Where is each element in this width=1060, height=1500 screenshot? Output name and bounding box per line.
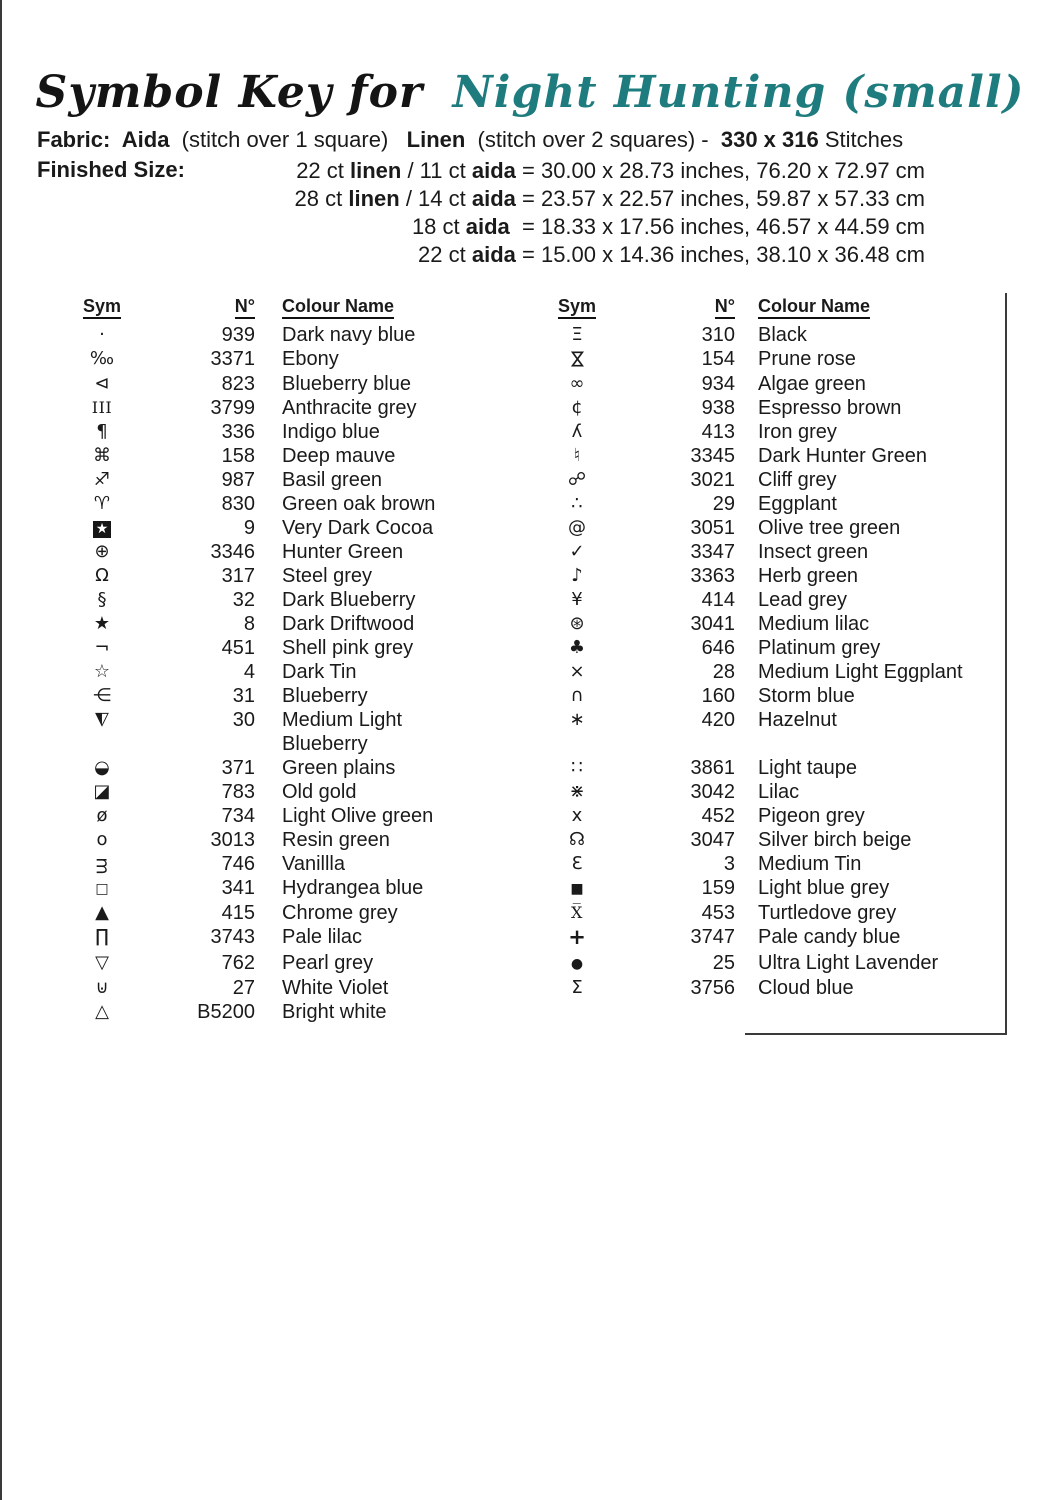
symbol-cell: [57, 612, 147, 636]
symbol-cell: [532, 347, 622, 372]
page-edge-line: [0, 0, 2, 1500]
symbol-cell: [532, 951, 622, 976]
thread-number-cell: 987: [221, 469, 255, 491]
thread-number-cell: 3041: [690, 613, 735, 635]
stitch-symbol: ⊍: [95, 977, 109, 998]
colour-name-cell: Bright white: [282, 1001, 387, 1023]
finished-size-line: [200, 213, 925, 241]
colour-name-cell: Light taupe: [758, 757, 857, 779]
colour-name-column-header: [255, 293, 532, 319]
thread-number-cell: 32: [232, 589, 255, 611]
thread-number-cell: 830: [221, 493, 255, 515]
fabric-line: [37, 127, 903, 153]
symbol-cell: [532, 612, 622, 636]
stitch-symbol: ▲: [95, 902, 109, 923]
thread-number-cell: 3345: [690, 445, 735, 467]
symbol-cell: [57, 1000, 147, 1024]
colour-name-cell: Ebony: [282, 348, 339, 370]
stitch-symbol: ¶: [96, 421, 108, 442]
stitch-symbol: ∗: [569, 709, 585, 730]
stitch-symbol: ■: [570, 881, 584, 897]
stitch-symbol: ⊕: [94, 541, 110, 562]
colour-name-cell: Light blue grey: [758, 877, 890, 899]
thread-number-cell: 3346: [210, 541, 255, 563]
finished-size-line: [200, 157, 925, 185]
thread-number-cell: 4: [243, 661, 255, 683]
thread-number-cell: [622, 1000, 735, 1024]
colour-name-cell: Storm blue: [758, 685, 855, 707]
stitch-symbol: ø: [96, 805, 108, 826]
stitch-symbol: @: [568, 517, 586, 538]
symbol-cell: [57, 323, 147, 347]
bold-text-segment: aida: [465, 214, 510, 239]
stitch-symbol: Σ: [571, 977, 583, 998]
thread-number-cell: 420: [701, 709, 735, 731]
stitch-symbol: ▽: [95, 952, 109, 973]
header-label: Sym: [558, 296, 596, 319]
symbol-cell: [532, 976, 622, 1000]
colour-name-column-header: [735, 293, 1007, 319]
colour-name-cell: Anthracite grey: [282, 397, 417, 419]
symbol-cell: [532, 876, 622, 901]
thread-number-cell: 452: [701, 805, 735, 827]
colour-name-cell: Algae green: [758, 373, 866, 395]
stitch-symbol: ☆: [93, 661, 111, 682]
stitch-symbol: ∏: [95, 926, 109, 947]
thread-number-cell: 3363: [690, 565, 735, 587]
thread-number-cell: 29: [712, 493, 735, 515]
stitch-symbol: □: [95, 881, 109, 897]
number-column-header: [147, 293, 255, 319]
colour-name-cell: Platinum grey: [758, 637, 881, 659]
text-segment: / 11 ct: [401, 158, 472, 183]
symbol-cell: [532, 925, 622, 951]
colour-name-cell: Ultra Light Lavender: [758, 952, 939, 974]
stitch-symbol: ♈: [93, 493, 111, 514]
colour-name-cell: Dark Blueberry: [282, 589, 416, 611]
stitch-symbol: Ɛ: [571, 853, 583, 874]
colour-name-cell: Green plains: [282, 757, 396, 779]
colour-name-cell: Eggplant: [758, 493, 837, 515]
colour-name-cell: Light Olive green: [282, 805, 434, 827]
symbol-cell: [57, 372, 147, 396]
symbol-cell: [532, 852, 622, 876]
colour-name-cell: Resin green: [282, 829, 390, 851]
symbol-cell: [57, 901, 147, 925]
symbol-cell: [57, 492, 147, 516]
stitch-symbol: ⌘: [93, 445, 111, 466]
header-label: N°: [235, 296, 255, 319]
thread-number-cell: 939: [221, 324, 255, 346]
bold-text-segment: aida: [471, 242, 516, 267]
thread-number-cell: 3747: [690, 926, 735, 948]
colour-name-cell: Deep mauve: [282, 445, 396, 467]
symbol-cell: [57, 420, 147, 444]
text-segment: 28 ct: [294, 186, 349, 211]
title-pattern-name: Night Hunting (small): [452, 67, 1025, 118]
stitch-symbol: ★: [93, 521, 112, 538]
colour-name-cell: Dark navy blue: [282, 324, 416, 346]
colour-name-cell: Pale candy blue: [758, 926, 901, 948]
colour-name-cell: Vanillla: [282, 853, 345, 875]
text-segment: = 30.00 x 28.73 inches, 76.20 x 72.97 cm: [515, 158, 925, 183]
colour-name-cell: Dark Hunter Green: [758, 445, 927, 467]
thread-number-cell: 3799: [210, 397, 255, 419]
stitch-symbol: ¥: [571, 589, 583, 610]
symbol-cell: [57, 925, 147, 951]
text-segment: 18 ct: [411, 214, 466, 239]
thread-number-cell: 413: [701, 421, 735, 443]
stitch-symbol: ×: [569, 661, 585, 682]
colour-name-cell: Silver birch beige: [758, 829, 912, 851]
symbol-cell: [57, 516, 147, 540]
colour-name-cell: White Violet: [282, 977, 389, 999]
stitch-symbol: ∷: [571, 757, 583, 778]
symbol-cell: [532, 684, 622, 708]
colour-name-cell: Green oak brown: [282, 493, 436, 515]
thread-number-cell: 3743: [210, 926, 255, 948]
thread-number-cell: 3: [723, 853, 735, 875]
colour-name-cell: Lilac: [758, 781, 800, 803]
bold-text-segment: linen: [348, 186, 400, 211]
stitch-symbol: ⋇: [569, 781, 585, 802]
symbol-cell: [532, 1000, 622, 1024]
stitch-symbol: ∞: [569, 373, 585, 394]
thread-number-cell: 27: [232, 977, 255, 999]
symbol-cell: [532, 901, 622, 925]
stitch-symbol: ☊: [569, 829, 585, 850]
symbol-cell: [57, 468, 147, 492]
text-segment: = 23.57 x 22.57 inches, 59.87 x 57.33 cm: [515, 186, 925, 211]
symbol-cell: [57, 684, 147, 708]
text-segment: (stitch over 2 squares) -: [477, 127, 721, 152]
stitch-symbol: III: [91, 398, 113, 417]
stitch-symbol: ♐: [93, 469, 111, 490]
symbol-key-table: [57, 293, 1007, 1034]
stitch-symbol: ·: [99, 324, 105, 345]
stitch-symbol: ★: [93, 613, 111, 634]
title-prefix: Symbol Key for: [35, 67, 424, 118]
thread-number-cell: 746: [221, 853, 255, 875]
stitch-symbol: ⋲: [93, 685, 111, 706]
symbol-cell: [532, 756, 622, 780]
header-label: Colour Name: [758, 296, 870, 319]
symbol-cell: [532, 828, 622, 852]
thread-number-cell: 3861: [690, 757, 735, 779]
thread-number-cell: 3051: [690, 517, 735, 539]
colour-name-cell: Dark Driftwood: [282, 613, 415, 635]
stitch-symbol: ◮: [95, 710, 109, 731]
thread-number-cell: 28: [712, 661, 735, 683]
thread-number-cell: 3347: [690, 541, 735, 563]
symbol-cell: [532, 323, 622, 347]
thread-number-cell: 371: [221, 757, 255, 779]
symbol-cell: [57, 828, 147, 852]
symbol-cell: [532, 420, 622, 444]
stitch-symbol: ¬: [94, 637, 110, 658]
symbol-cell: [57, 636, 147, 660]
thread-number-cell: 25: [712, 952, 735, 974]
symbol-cell: [532, 588, 622, 612]
thread-number-cell: 154: [701, 348, 735, 370]
symbol-cell: [57, 708, 147, 756]
thread-number-cell: 159: [701, 877, 735, 899]
page-title: [0, 68, 1060, 118]
colour-name-cell: Blueberry: [282, 685, 368, 707]
stitch-symbol: ∩: [570, 685, 584, 706]
thread-number-cell: 783: [221, 781, 255, 803]
symbol-cell: [532, 780, 622, 804]
colour-name-cell: Lead grey: [758, 589, 847, 611]
symbol-cell: [532, 636, 622, 660]
stitch-symbol: ♮: [573, 445, 581, 466]
colour-name-cell: Espresso brown: [758, 397, 902, 419]
colour-name-cell: Medium lilac: [758, 613, 870, 635]
colour-name-cell: Very Dark Cocoa: [282, 517, 434, 539]
thread-number-cell: 30: [232, 709, 255, 731]
thread-number-cell: 9: [243, 517, 255, 539]
colour-name-cell: Hunter Green: [282, 541, 404, 563]
finished-size-line: [200, 241, 925, 269]
colour-name-cell: Iron grey: [758, 421, 837, 443]
table-bottom-border: [745, 1033, 1007, 1035]
stitch-symbol: Ξ: [571, 324, 583, 345]
colour-name-cell: Olive tree green: [758, 517, 901, 539]
stitch-symbol: △: [95, 1001, 109, 1022]
stitch-symbol: +: [568, 925, 586, 949]
colour-name-cell: Blueberry blue: [282, 373, 411, 395]
thread-number-cell: 823: [221, 373, 255, 395]
symbol-cell: [532, 540, 622, 564]
thread-number-cell: 336: [221, 421, 255, 443]
bold-text-segment: 330 x 316: [720, 127, 819, 152]
thread-number-cell: 158: [221, 445, 255, 467]
colour-name-cell: Insect green: [758, 541, 869, 563]
symbol-cell: [532, 516, 622, 540]
stitch-symbol: ⊛: [569, 613, 585, 634]
colour-name-cell: Chrome grey: [282, 902, 398, 924]
stitch-symbol: ◒: [94, 757, 110, 778]
symbol-cell: [532, 444, 622, 468]
thread-number-cell: 3756: [690, 977, 735, 999]
thread-number-cell: 451: [221, 637, 255, 659]
colour-name-cell: Turtledove grey: [758, 902, 897, 924]
colour-name-cell: Herb green: [758, 565, 859, 587]
symbol-cell: [57, 876, 147, 901]
symbol-cell: [57, 588, 147, 612]
thread-number-cell: 3013: [210, 829, 255, 851]
colour-name-cell: Shell pink grey: [282, 637, 414, 659]
colour-name-cell: Hazelnut: [758, 709, 837, 731]
thread-number-cell: 3371: [210, 348, 255, 370]
symbol-cell: [532, 804, 622, 828]
colour-name-cell: [735, 1000, 1007, 1024]
symbol-cell: [532, 468, 622, 492]
symbol-cell: [57, 347, 147, 372]
stitch-symbol: Ω: [95, 565, 109, 586]
number-column-header: [622, 293, 735, 319]
symbol-cell: [57, 976, 147, 1000]
colour-name-cell: Medium Tin: [758, 853, 862, 875]
text-segment: = 15.00 x 14.36 inches, 38.10 x 36.48 cm: [515, 242, 925, 267]
symbol-cell: [532, 396, 622, 420]
symbol-cell: [532, 660, 622, 684]
stitch-symbol: ʎ: [571, 421, 583, 442]
symbol-cell: [57, 540, 147, 564]
colour-name-cell: Black: [758, 324, 807, 346]
thread-number-cell: 646: [701, 637, 735, 659]
symbol-cell: [57, 396, 147, 420]
finished-size-label: Finished Size:: [37, 157, 185, 182]
finished-size-lines: [200, 157, 925, 269]
text-segment: Stitches: [818, 127, 904, 152]
bold-text-segment: aida: [471, 186, 516, 211]
thread-number-cell: 414: [701, 589, 735, 611]
colour-name-cell: Prune rose: [758, 348, 856, 370]
thread-number-cell: B5200: [197, 1001, 255, 1023]
finished-size-line: [200, 185, 925, 213]
thread-number-cell: 934: [701, 373, 735, 395]
stitch-symbol: ♣: [568, 637, 586, 658]
symbol-cell: [532, 372, 622, 396]
stitch-symbol: ᴟ: [96, 853, 108, 874]
thread-number-cell: 415: [221, 902, 255, 924]
stitch-symbol: ¢: [571, 397, 583, 418]
colour-name-cell: Pigeon grey: [758, 805, 865, 827]
text-segment: = 18.33 x 17.56 inches, 46.57 x 44.59 cm: [509, 214, 925, 239]
stitch-symbol: ⊲: [94, 373, 110, 394]
stitch-symbol: ♪: [571, 565, 583, 586]
bold-text-segment: linen: [350, 158, 402, 183]
text-segment: 22 ct: [418, 242, 472, 267]
symbol-cell: [532, 492, 622, 516]
colour-name-cell: Steel grey: [282, 565, 373, 587]
colour-name-cell: Hydrangea blue: [282, 877, 424, 899]
text-segment: / 14 ct: [399, 186, 472, 211]
colour-name-cell: Old gold: [282, 781, 357, 803]
stitch-symbol: o: [96, 829, 108, 850]
header-label: Sym: [83, 296, 121, 319]
thread-number-cell: 3047: [690, 829, 735, 851]
colour-name-cell: Pale lilac: [282, 926, 363, 948]
colour-name-cell: Pearl grey: [282, 952, 374, 974]
colour-name-cell: Cloud blue: [758, 977, 854, 999]
header-label: Colour Name: [282, 296, 394, 319]
colour-name-cell: Medium Light Blueberry: [282, 709, 403, 755]
thread-number-cell: 160: [701, 685, 735, 707]
symbol-cell: [57, 804, 147, 828]
sym-column-header: [57, 293, 147, 319]
thread-number-cell: 453: [701, 902, 735, 924]
thread-number-cell: 8: [243, 613, 255, 635]
symbol-cell: [57, 852, 147, 876]
stitch-symbol: §: [97, 589, 107, 610]
text-segment: (stitch over 1 square): [181, 127, 407, 152]
bold-text-segment: Linen: [406, 127, 478, 152]
stitch-symbol: ‰: [89, 348, 115, 369]
symbol-cell: [57, 780, 147, 804]
stitch-symbol: ✓: [569, 541, 585, 562]
symbol-cell: [532, 708, 622, 756]
symbol-cell: [57, 756, 147, 780]
bold-text-segment: Fabric: Aida: [37, 127, 182, 152]
thread-number-cell: 317: [221, 565, 255, 587]
sym-column-header: [532, 293, 622, 319]
symbol-cell: [57, 564, 147, 588]
colour-name-cell: Dark Tin: [282, 661, 357, 683]
stitch-symbol: ☍: [567, 469, 587, 490]
stitch-symbol: X̅: [571, 903, 583, 922]
colour-name-cell: Indigo blue: [282, 421, 380, 443]
colour-name-cell: Cliff grey: [758, 469, 837, 491]
thread-number-cell: 762: [221, 952, 255, 974]
thread-number-cell: 31: [232, 685, 255, 707]
thread-number-cell: 310: [701, 324, 735, 346]
symbol-cell: [532, 564, 622, 588]
thread-number-cell: 734: [221, 805, 255, 827]
stitch-symbol: ∴: [571, 493, 583, 514]
thread-number-cell: 341: [221, 877, 255, 899]
symbol-cell: [57, 444, 147, 468]
thread-number-cell: 938: [701, 397, 735, 419]
text-segment: 22 ct: [296, 158, 350, 183]
symbol-cell: [57, 660, 147, 684]
thread-number-cell: 3042: [690, 781, 735, 803]
symbol-cell: [57, 951, 147, 976]
header-label: N°: [715, 296, 735, 319]
bold-text-segment: aida: [471, 158, 516, 183]
stitch-symbol: ⋈: [566, 349, 588, 369]
thread-number-cell: 3021: [690, 469, 735, 491]
colour-name-cell: Medium Light Eggplant: [758, 661, 963, 683]
stitch-symbol: x: [571, 805, 583, 826]
colour-name-cell: Basil green: [282, 469, 383, 491]
stitch-symbol: ◪: [93, 781, 111, 802]
stitch-symbol: ●: [570, 956, 584, 972]
